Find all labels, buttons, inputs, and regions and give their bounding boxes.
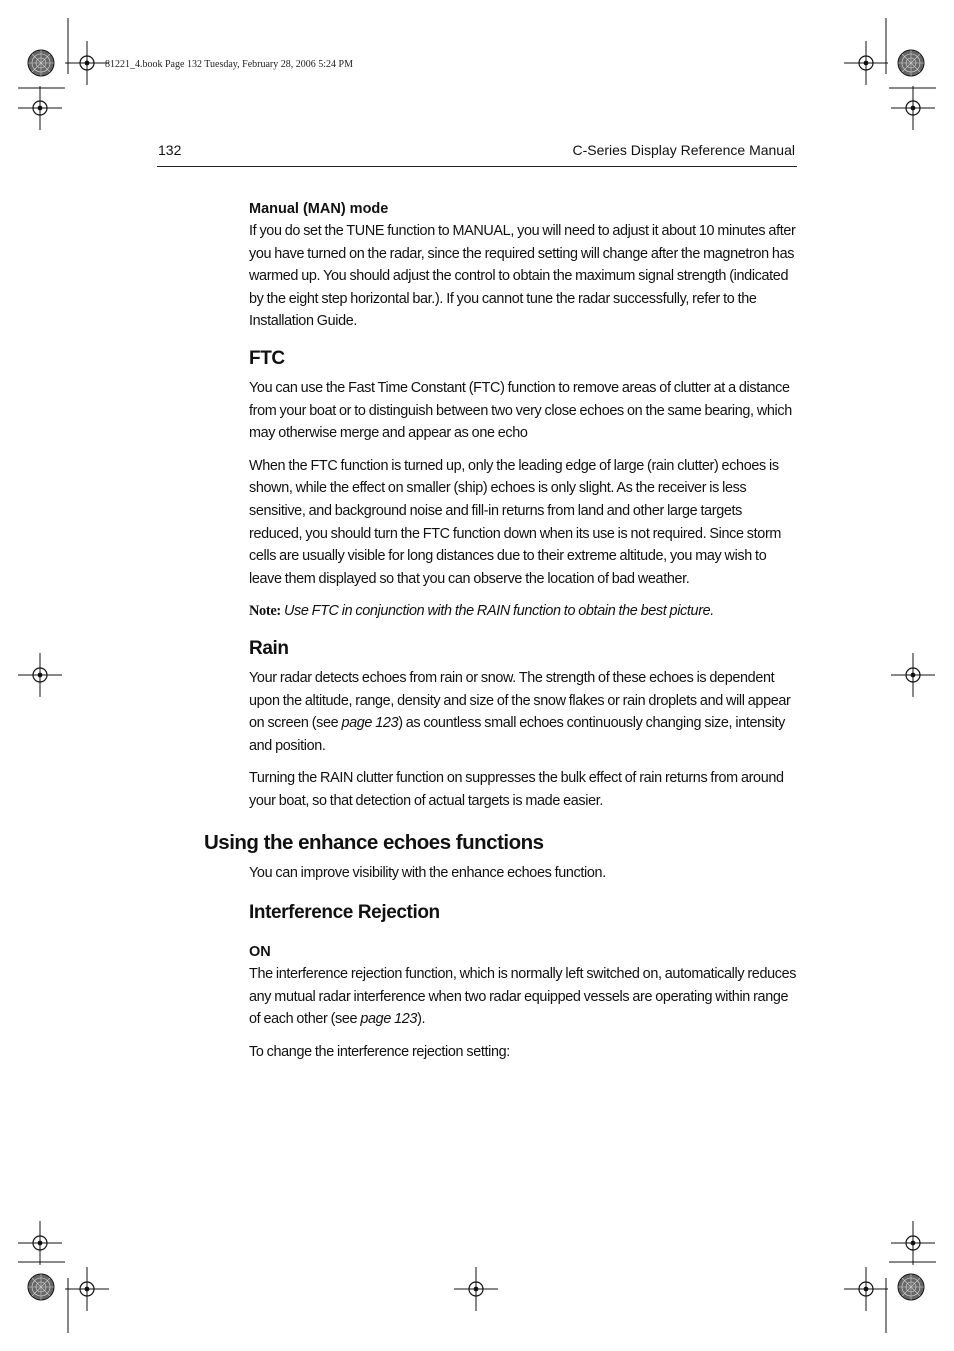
rain-paragraph-1 [249, 667, 797, 757]
header-rule [157, 166, 797, 167]
note-label: Note: [249, 603, 281, 620]
enhance-paragraph: You can improve visibility with the enhance echoes function. [249, 865, 606, 882]
ftc-paragraph-2: When the FTC function is turned up, only the leading edge of large (rain clutter) echoes is shown, while the effect on smaller (ship) echoes is only slight. As the receiver is less sensitive, and background noise and fill-in returns from land and other large targets reduced, you should turn the FTC function down when its use is not required. Since storm cells are usually visible for long distances due to their extreme altitude, you may wish to leave them displayed so that you can observe the location of bad weather. [249, 457, 782, 587]
on-heading: ON [249, 944, 271, 961]
running-title: C-Series Display Reference Manual [572, 142, 795, 158]
page-number: 132 [158, 142, 182, 158]
manual-mode-heading: Manual (MAN) mode [249, 201, 389, 217]
rain-page-link[interactable]: page 123 [341, 715, 399, 732]
rain-heading: Rain [249, 637, 289, 659]
print-slug: 81221_4.book Page 132 Tuesday, February 28, 2006 5:24 PM [105, 59, 353, 70]
rain-text-a: Your radar detects echoes from rain or snow. The strength of these echoes is dependent upon the altitude, range, density and size of the snow flakes or rain droplets and will appear on screen (see [249, 669, 791, 732]
ftc-paragraph-1: You can use the Fast Time Constant (FTC) function to remove areas of clutter at a distance from your boat or to distinguish between two very close echoes on the same bearing, which may otherwise merge and appear as one echo [249, 379, 792, 442]
manual-mode-paragraph: If you do set the TUNE function to MANUAL, you will need to adjust it about 10 minutes after you have turned on the radar, since the required setting will change after the magnetron has warmed up. You should adjust the control to obtain the maximum signal strength (indicated by the eight step horizontal bar.). If you cannot tune the radar successfully, refer to the Installation Guide. [249, 223, 796, 330]
note-text: Use FTC in conjunction with the RAIN function to obtain the best picture. [283, 603, 714, 620]
page-content [204, 198, 797, 1073]
enhance-heading: Using the enhance echoes functions [204, 831, 544, 855]
interference-paragraph-2: To change the interference rejection setting: [249, 1043, 510, 1060]
interference-page-link[interactable]: page 123 [360, 1011, 418, 1028]
interference-heading: Interference Rejection [249, 902, 440, 924]
rain-paragraph-2: Turning the RAIN clutter function on suppresses the bulk effect of rain returns from around your boat, so that detection of actual targets is made easier. [249, 770, 784, 809]
ftc-note [249, 600, 797, 623]
rain-text-b: ) as countless small echoes continuously changing size, intensity and position. [249, 715, 785, 754]
interference-text-b: ). [417, 1011, 426, 1028]
ftc-heading: FTC [249, 347, 285, 369]
interference-paragraph-1 [249, 963, 797, 1031]
interference-text-a: The interference rejection function, which is normally left switched on, automatically reduces any mutual radar interference when two radar equipped vessels are operating within range of each other (see [249, 966, 797, 1028]
